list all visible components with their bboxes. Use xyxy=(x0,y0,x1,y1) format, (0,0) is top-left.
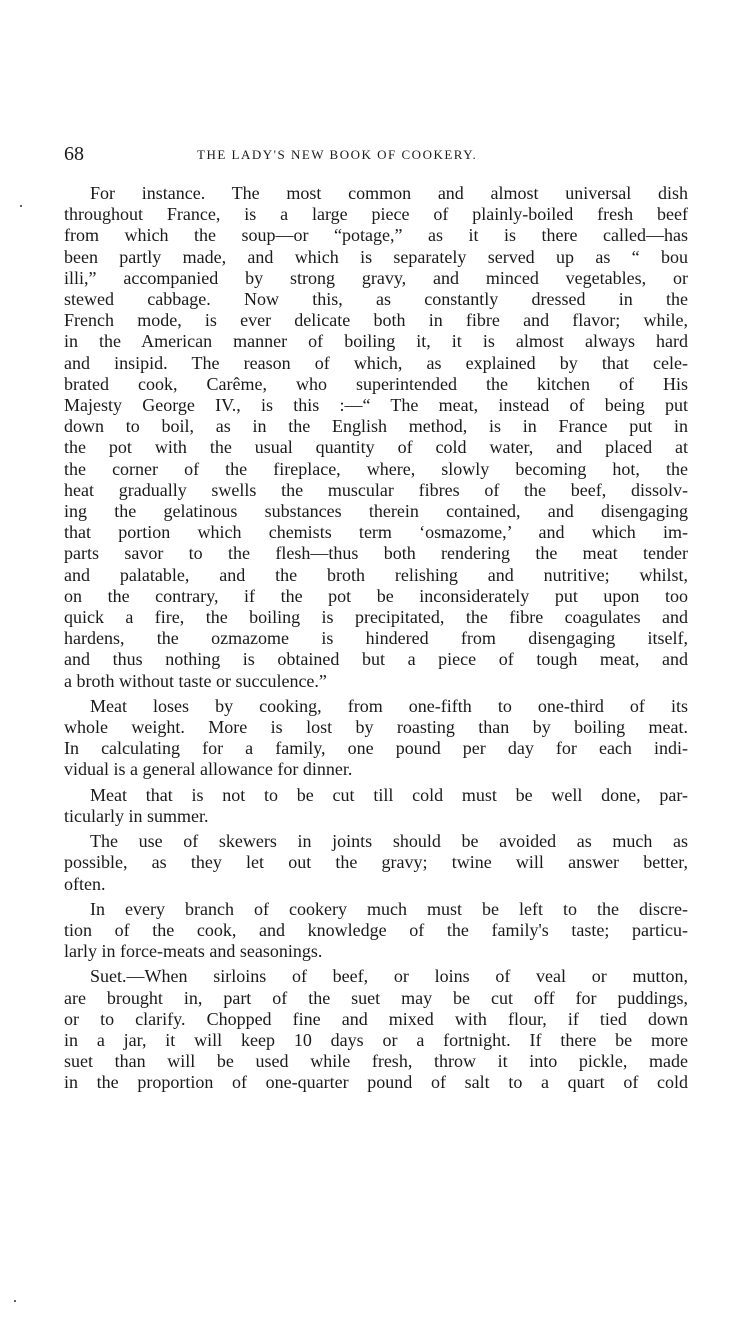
text-line: and palatable, and the broth relishing and nutritive; whilst, xyxy=(64,564,688,585)
text-line: possible, as they let out the gravy; twine will answer better, xyxy=(64,852,688,873)
text-line: heat gradually swells the muscular fibres of the beef, dissolv- xyxy=(64,479,688,500)
text-line: French mode, is ever delicate both in fibre and flavor; while, xyxy=(64,310,688,331)
text-line: or to clarify. Chopped fine and mixed with flour, if tied down xyxy=(64,1008,688,1029)
text-line: suet than will be used while fresh, throw it into pickle, made xyxy=(64,1051,688,1072)
text-line: Suet.—When sirloins of beef, or loins of veal or mutton, xyxy=(90,966,688,987)
paragraph-skewers xyxy=(64,831,688,895)
text-line: Meat loses by cooking, from one-fifth to one-third of its xyxy=(90,695,688,716)
text-line: tion of the cook, and knowledge of the family's taste; particu- xyxy=(64,919,688,940)
text-line: that portion which chemists term ‘osmazome,’ and which im- xyxy=(64,522,688,543)
scan-speck xyxy=(20,205,22,207)
text-line: whole weight. More is lost by roasting than by boiling meat. xyxy=(64,717,688,738)
text-line: and thus nothing is obtained but a piece of tough meat, and xyxy=(64,649,688,670)
paragraph-discretion xyxy=(64,899,688,963)
scan-speck xyxy=(14,1300,16,1302)
text-line: ing the gelatinous substances therein contained, and disengaging xyxy=(64,501,688,522)
text-line: Meat that is not to be cut till cold must be well done, par- xyxy=(90,784,688,805)
text-line: are brought in, part of the suet may be cut off for puddings, xyxy=(64,987,688,1008)
text-line: the corner of the fireplace, where, slowly becoming hot, the xyxy=(64,458,688,479)
body-text xyxy=(64,183,688,1094)
paragraph-meat-cold xyxy=(64,785,688,827)
running-title: THE LADY'S NEW BOOK OF COOKERY. xyxy=(197,147,478,162)
text-line: brated cook, Carême, who superintended the kitchen of His xyxy=(64,373,688,394)
text-line: In every branch of cookery much must be left to the discre- xyxy=(90,898,688,919)
paragraph-suet xyxy=(64,966,688,1093)
text-line: stewed cabbage. Now this, as constantly dressed in the xyxy=(64,289,688,310)
text-line: throughout France, is a large piece of plainly-boiled fresh beef xyxy=(64,204,688,225)
text-line: larly in force-meats and seasonings. xyxy=(64,941,323,962)
text-line: hardens, the ozmazome is hindered from disengaging itself, xyxy=(64,628,688,649)
text-line: in a jar, it will keep 10 days or a fortnight. If there be more xyxy=(64,1029,688,1050)
text-line: on the contrary, if the pot be inconsiderately put upon too xyxy=(64,585,688,606)
text-line: parts savor to the flesh—thus both rendering the meat tender xyxy=(64,543,688,564)
text-line: quick a fire, the boiling is precipitated, the fibre coagulates and xyxy=(64,607,688,628)
text-line: from which the soup—or “potage,” as it is there called—has xyxy=(64,225,688,246)
paragraph-meat-loses xyxy=(64,696,688,781)
text-line: and insipid. The reason of which, as explained by that cele- xyxy=(64,352,688,373)
text-line: The use of skewers in joints should be avoided as much as xyxy=(90,831,688,852)
text-line: vidual is a general allowance for dinner. xyxy=(64,759,353,780)
text-line: been partly made, and which is separately served up as “ bou xyxy=(64,246,688,267)
text-line: In calculating for a family, one pound per day for each indi- xyxy=(64,738,688,759)
text-line: ticularly in summer. xyxy=(64,805,209,826)
text-line: in the American manner of boiling it, it is almost always hard xyxy=(64,331,688,352)
text-line: a broth without taste or succulence.” xyxy=(64,670,327,691)
text-line: the pot with the usual quantity of cold water, and placed at xyxy=(64,437,688,458)
page-number: 68 xyxy=(64,143,84,165)
text-line: Majesty George IV., is this :—“ The meat, instead of being put xyxy=(64,395,688,416)
page-header xyxy=(64,143,688,167)
text-line: often. xyxy=(64,873,106,894)
text-line: in the proportion of one-quarter pound of salt to a quart of cold xyxy=(64,1072,688,1093)
text-line: For instance. The most common and almost universal dish xyxy=(90,183,688,203)
paragraph-carême-quote xyxy=(64,183,688,692)
text-line: down to boil, as in the English method, is in France put in xyxy=(64,416,688,437)
text-line: illi,” accompanied by strong gravy, and minced vegetables, or xyxy=(64,267,688,288)
